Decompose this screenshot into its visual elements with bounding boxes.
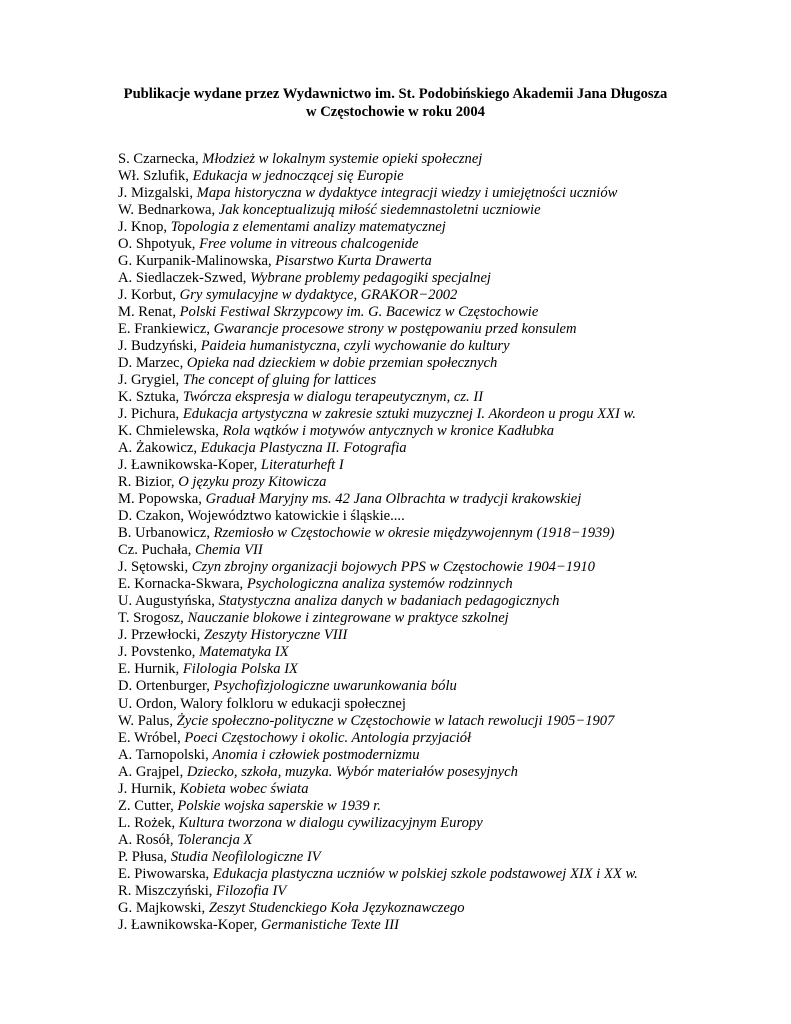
publication-entry <box>118 866 778 883</box>
publication-author: A. Rosół, <box>118 831 178 848</box>
publication-entry <box>118 151 778 168</box>
publication-author: S. Czarnecka, <box>118 151 203 167</box>
publication-entry <box>118 440 778 457</box>
publication-entry <box>118 644 778 661</box>
publication-entry <box>118 491 778 508</box>
publication-title: Rzemiosło w Częstochowie w okresie międzywojennym (1918−1939) <box>213 525 615 542</box>
publication-title: Free volume in vitreous chalcogenide <box>199 236 419 253</box>
publication-author: L. Rożek, <box>118 814 179 831</box>
publication-entry <box>118 389 778 406</box>
publication-entry <box>118 457 778 474</box>
publication-title: Literaturheft I <box>260 457 344 474</box>
publication-entry <box>118 525 778 542</box>
publication-title: Mapa historyczna w dydaktyce integracji wiedzy i umiejętności uczniów <box>196 185 618 202</box>
publication-entry <box>118 781 778 798</box>
publication-entry <box>118 559 778 576</box>
publication-author: O. Shpotyuk, <box>118 236 200 253</box>
publication-title: Wybrane problemy pedagogiki specjalnej <box>250 270 491 287</box>
publication-title: Gry symulacyjne w dydaktyce, GRAKOR−2002 <box>179 287 458 304</box>
publication-title: Tolerancja X <box>177 831 253 848</box>
publication-entry <box>118 849 778 866</box>
publication-entry <box>118 474 778 491</box>
publication-author: J. Budzyński, <box>118 338 201 355</box>
publication-entry <box>118 338 778 355</box>
publication-title: Paideia humanistyczna, czyli wychowanie do kultury <box>200 338 510 355</box>
publication-author: Z. Cutter, <box>118 797 178 814</box>
publication-title: O języku prozy Kitowicza <box>178 474 327 491</box>
publication-title: Twórcza ekspresja w dialogu terapeutycznym, cz. II <box>182 389 484 406</box>
publication-author: U. Ordon, <box>118 695 181 712</box>
publication-entry <box>118 747 778 764</box>
publication-author: E. Frankiewicz, <box>118 321 214 338</box>
publication-author: M. Popowska, <box>118 491 206 508</box>
publication-entry <box>118 185 778 202</box>
publication-title: Topologia z elementami analizy matematycznej <box>170 219 446 236</box>
publication-author: J. Knop, <box>118 219 171 236</box>
publication-author: E. Kornacka-Skwara, <box>118 576 247 593</box>
publication-title: Studia Neofilologiczne IV <box>170 848 321 865</box>
publication-title: Rola wątków i motywów antycznych w kronice Kadłubka <box>222 423 554 440</box>
publication-entry <box>118 764 778 781</box>
publication-title: Edukacja plastyczna uczniów w polskiej szkole podstawowej XIX i XX w. <box>212 865 638 882</box>
publication-author: R. Miszczyński, <box>118 882 217 899</box>
publication-author: A. Grajpel, <box>118 763 187 780</box>
publication-entry <box>118 321 778 338</box>
publication-entry <box>118 236 778 253</box>
publication-entry <box>118 730 778 747</box>
publication-title: Gwarancje procesowe strony w postępowaniu przed konsulem <box>213 321 577 338</box>
publication-entry <box>118 610 778 627</box>
publication-title: Filologia Polska IX <box>182 661 298 678</box>
publication-author: Cz. Puchała, <box>118 542 196 559</box>
publication-entry <box>118 287 778 304</box>
publication-title: Germanistiche Texte III <box>260 916 399 933</box>
publication-title: Nauczanie blokowe i zintegrowane w praktyce szkolnej <box>187 610 509 627</box>
publication-author: J. Pichura, <box>118 406 183 423</box>
publication-entry <box>118 883 778 900</box>
publication-entry <box>118 900 778 917</box>
publication-entry <box>118 372 778 389</box>
publication-author: P. Płusa, <box>118 848 171 865</box>
publication-entry <box>118 542 778 559</box>
publication-entry <box>118 406 778 423</box>
publication-author: W. Palus, <box>118 712 177 729</box>
publication-title: Kultura tworzona w dialogu cywilizacyjnym Europy <box>178 814 483 831</box>
publication-title: Województwo katowickie i śląskie.... <box>187 508 405 525</box>
publication-author: R. Bizior, <box>118 474 179 491</box>
publication-entry <box>118 832 778 849</box>
publication-title: Poeci Częstochowy i okolic. Antologia przyjaciół <box>184 729 472 746</box>
publication-author: J. Przewłocki, <box>118 627 204 644</box>
publication-title: Kobieta wobec świata <box>179 780 309 797</box>
publication-title: Opieka nad dzieckiem w dobie przemian społecznych <box>186 355 498 372</box>
publication-entry <box>118 798 778 815</box>
publication-title: Psychofizjologiczne uwarunkowania bólu <box>213 678 457 695</box>
publication-author: A. Żakowicz, <box>118 440 201 457</box>
title-line-1: Publikacje wydane przez Wydawnictwo im. St. Podobińskiego Akademii Jana Długosza <box>123 86 668 102</box>
publication-entry <box>118 270 778 287</box>
publication-entry <box>118 917 778 934</box>
publication-author: E. Hurnik, <box>118 661 183 678</box>
page-title <box>0 86 791 121</box>
publication-title: Statystyczna analiza danych w badaniach pedagogicznych <box>218 593 560 610</box>
publication-entry <box>118 696 778 713</box>
publication-entry <box>118 713 778 730</box>
publication-entry <box>118 202 778 219</box>
publication-author: B. Urbanowicz, <box>118 525 214 542</box>
publication-author: E. Piwowarska, <box>118 865 213 882</box>
publication-title: Psychologiczna analiza systemów rodzinnych <box>246 576 513 593</box>
publication-entry <box>118 678 778 695</box>
publication-title: Życie społeczno-polityczne w Częstochowie w latach rewolucji 1905−1907 <box>176 712 615 729</box>
publication-title: Edukacja artystyczna w zakresie sztuki muzycznej I. Akordeon u progu XXI w. <box>182 406 636 423</box>
publication-entry <box>118 627 778 644</box>
publication-author: D. Marzec, <box>118 355 187 372</box>
publication-author: D. Czakon, <box>118 508 188 525</box>
publication-author: U. Augustyńska, <box>118 593 219 610</box>
publication-author: J. Grygiel, <box>118 372 183 389</box>
publication-title: Chemia VII <box>195 542 263 559</box>
publication-author: J. Ławnikowska-Koper, <box>118 916 261 933</box>
publication-title: Matematyka IX <box>199 644 289 661</box>
publication-author: K. Chmielewska, <box>118 423 223 440</box>
publication-author: J. Povstenko, <box>118 644 200 661</box>
publication-author: A. Siedlaczek-Szwed, <box>118 270 251 287</box>
publication-entry <box>118 508 778 525</box>
publication-entry <box>118 355 778 372</box>
publication-entry <box>118 815 778 832</box>
publication-entry <box>118 576 778 593</box>
publication-author: T. Srogosz, <box>118 610 188 627</box>
publication-title: Czyn zbrojny organizacji bojowych PPS w Częstochowie 1904−1910 <box>191 559 595 576</box>
publication-title: Polski Festiwal Skrzypcowy im. G. Bacewicz w Częstochowie <box>179 304 539 321</box>
publication-author: M. Renat, <box>118 304 180 321</box>
title-line-2: w Częstochowie w roku 2004 <box>306 103 485 120</box>
publication-title: Zeszyt Studenckiego Koła Językoznawczego <box>208 899 465 916</box>
publication-author: E. Wróbel, <box>118 729 185 746</box>
publication-title: Anomia i człowiek postmodernizmu <box>212 746 420 763</box>
publication-title: Pisarstwo Kurta Drawerta <box>275 253 432 270</box>
publication-entry <box>118 661 778 678</box>
publication-author: Wł. Szlufik, <box>118 168 193 185</box>
publication-author: A. Tarnopolski, <box>118 746 213 763</box>
publication-title: Zeszyty Historyczne VIII <box>203 627 348 644</box>
publication-author: J. Mizgalski, <box>118 185 197 202</box>
publication-title: Edukacja Plastyczna II. Fotografia <box>200 440 407 457</box>
publication-title: Polskie wojska saperskie w 1939 r. <box>177 797 381 814</box>
publication-author: D. Ortenburger, <box>118 678 214 695</box>
publication-list <box>118 151 778 934</box>
publication-entry <box>118 304 778 321</box>
publication-author: G. Majkowski, <box>118 899 209 916</box>
publication-entry <box>118 253 778 270</box>
publication-title: The concept of gluing for lattices <box>182 372 377 389</box>
publication-author: J. Ławnikowska-Koper, <box>118 457 261 474</box>
publication-title: Jak konceptualizują miłość siedemnastoletni uczniowie <box>218 202 541 219</box>
publication-entry <box>118 168 778 185</box>
publication-title: Graduał Maryjny ms. 42 Jana Olbrachta w tradycji krakowskiej <box>205 491 582 508</box>
publication-author: J. Korbut, <box>118 287 180 304</box>
publication-title: Edukacja w jednoczącej się Europie <box>192 168 404 185</box>
publication-author: J. Sętowski, <box>118 559 192 576</box>
publication-title: Młodzież w lokalnym systemie opieki społecznej <box>202 151 483 167</box>
publication-author: K. Sztuka, <box>118 389 183 406</box>
publication-entry <box>118 593 778 610</box>
publication-entry <box>118 423 778 440</box>
publication-author: W. Bednarkowa, <box>118 202 219 219</box>
publication-author: J. Hurnik, <box>118 780 180 797</box>
publication-title: Dziecko, szkoła, muzyka. Wybór materiałów posesyjnych <box>186 763 518 780</box>
publication-title: Walory folkloru w edukacji społecznej <box>180 695 406 712</box>
publication-title: Filozofia IV <box>216 882 287 899</box>
publication-author: G. Kurpanik-Malinowska, <box>118 253 276 270</box>
publication-entry <box>118 219 778 236</box>
